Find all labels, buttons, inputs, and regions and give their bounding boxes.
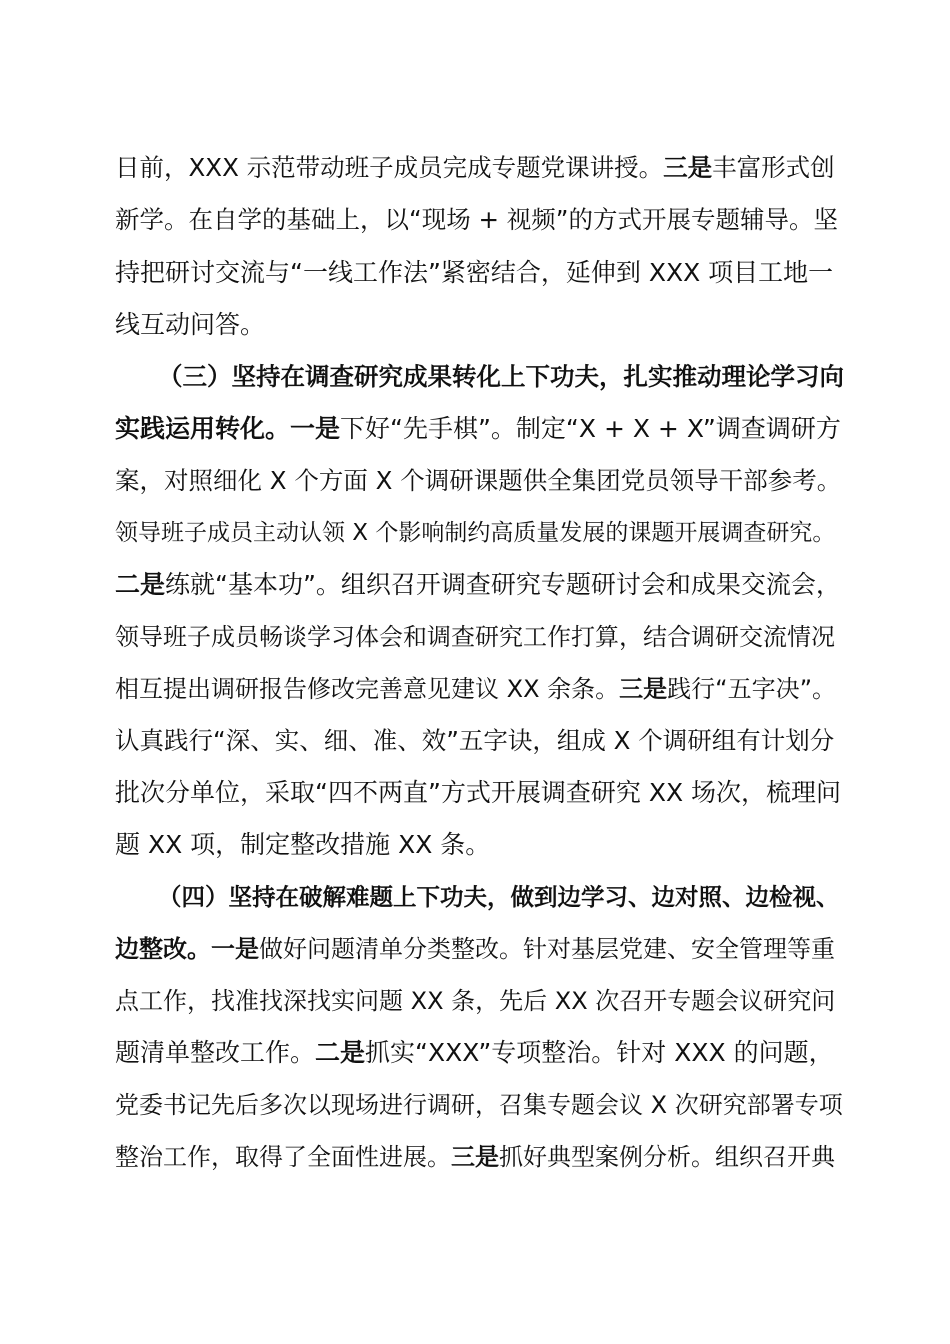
text-line — [115, 669, 845, 709]
text-line — [115, 148, 845, 188]
text-segment: 相互提出调研报告修改完善意见建议 XX 余条。 — [115, 675, 620, 703]
bold-text-segment: 一是 — [211, 935, 259, 963]
text-segment: 党委书记先后多次以现场进行调研，召集专题会议 X 次研究部署专项 — [115, 1091, 843, 1119]
text-segment: 抓实“XXX”专项整治。针对 XXX 的问题， — [365, 1038, 834, 1067]
text-line — [115, 825, 845, 865]
text-line — [115, 513, 845, 553]
bold-text-segment: （四）坚持在破解难题上下功夫，做到边学习、边对照、边检视、 — [158, 883, 840, 911]
section-heading-3 — [158, 357, 848, 397]
bold-text-segment: 三是 — [619, 675, 668, 703]
text-segment: 下好“先手棋”。制定“X + X + X”调查调研方 — [340, 414, 841, 443]
text-line — [115, 617, 845, 657]
text-line — [115, 773, 845, 813]
bold-text-segment: 二是 — [115, 570, 166, 599]
bold-text-segment: 一是 — [290, 414, 341, 443]
section-heading-4 — [158, 877, 848, 917]
text-segment: 持把研讨交流与“一线工作法”紧密结合，延伸到 XXX 项目工地一 — [115, 258, 834, 287]
bold-text-segment: 实践运用转化。 — [115, 414, 291, 443]
bold-text-segment: 三是 — [451, 1143, 499, 1171]
text-segment: 批次分单位，采取“四不两直”方式开展调查研究 XX 场次，梳理问 — [115, 778, 842, 807]
text-segment: 践行“五字决”。 — [667, 675, 837, 703]
bold-text-segment: 二是 — [315, 1038, 366, 1067]
text-line — [115, 1033, 845, 1073]
text-segment: 题清单整改工作。 — [115, 1038, 316, 1067]
text-line — [115, 929, 845, 969]
text-line — [115, 721, 845, 761]
text-line — [115, 200, 845, 240]
text-segment: 练就“基本功”。组织召开调查研究专题研讨会和成果交流会， — [165, 570, 841, 599]
text-segment: 线互动问答。 — [115, 310, 266, 339]
text-line — [115, 253, 845, 293]
text-segment: 整治工作，取得了全面性进展。 — [115, 1143, 451, 1171]
text-segment: 丰富形式创 — [712, 153, 835, 182]
text-line — [115, 1085, 845, 1125]
text-segment: 日前，XXX 示范带动班子成员完成专题党课讲授。 — [115, 153, 664, 182]
text-segment: 案，对照细化 X 个方面 X 个调研课题供全集团党员领导干部参考。 — [115, 466, 842, 495]
text-segment: 领导班子成员主动认领 X 个影响制约高质量发展的课题开展调查研究。 — [115, 520, 836, 546]
text-line — [115, 565, 845, 605]
text-line — [115, 305, 845, 345]
text-segment: 做好问题清单分类整改。针对基层党建、安全管理等重 — [259, 935, 835, 963]
bold-text-segment: 边整改。 — [115, 935, 211, 963]
text-segment: 认真践行“深、实、细、准、效”五字诀，组成 X 个调研组有计划分 — [115, 726, 835, 755]
text-line — [115, 1137, 845, 1177]
text-line — [115, 461, 845, 501]
text-segment: 题 XX 项，制定整改措施 XX 条。 — [115, 830, 491, 859]
text-segment: 新学。在自学的基础上，以“现场 + 视频”的方式开展专题辅导。坚 — [115, 205, 838, 234]
text-segment: 点工作，找准找深找实问题 XX 条，先后 XX 次召开专题会议研究问 — [115, 987, 836, 1015]
bold-text-segment: 三是 — [663, 153, 713, 182]
bold-text-segment: （三）坚持在调查研究成果转化上下功夫，扎实推动理论学习向 — [158, 362, 844, 391]
text-line — [115, 409, 845, 449]
text-segment: 领导班子成员畅谈学习体会和调查研究工作打算，结合调研交流情况 — [115, 623, 835, 651]
text-segment: 抓好典型案例分析。组织召开典 — [499, 1143, 835, 1171]
text-line — [115, 981, 845, 1021]
